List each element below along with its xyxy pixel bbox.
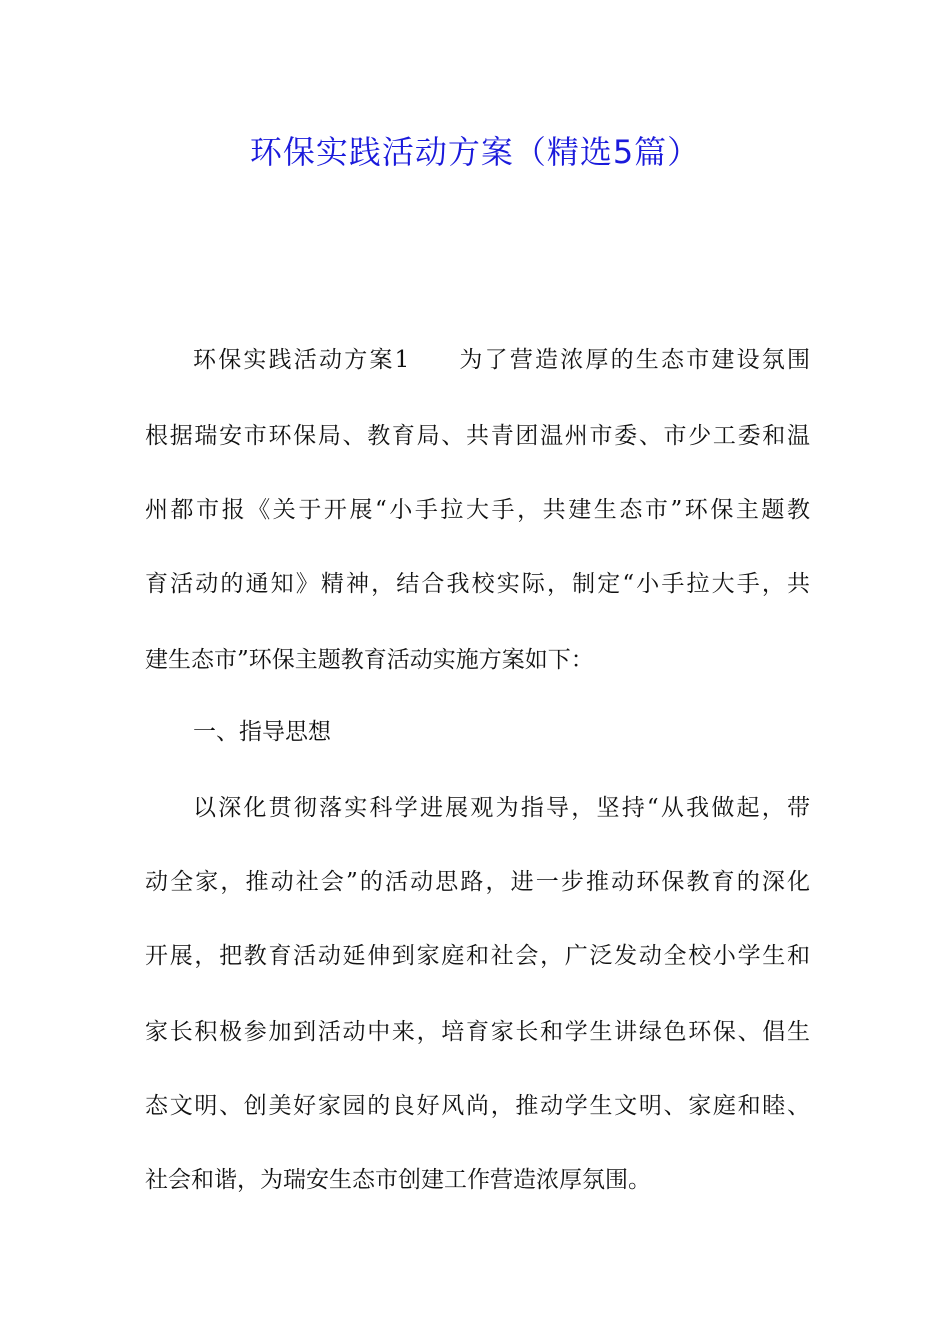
section-heading-1: 环保实践活动方案1	[193, 347, 410, 373]
paragraph-line: 动全家，推动社会”的活动思路，进一步推动环保教育的深化	[145, 869, 810, 895]
paragraph-line: 根据瑞安市环保局、教育局、共青团温州市委、市少工委和温	[145, 423, 810, 449]
paragraph-line: 开展，把教育活动延伸到家庭和社会，广泛发动全校小学生和	[145, 943, 810, 969]
paragraph-line	[193, 340, 810, 380]
section-heading: 一、指导思想	[193, 719, 331, 745]
paragraph-line: 家长积极参加到活动中来，培育家长和学生讲绿色环保、倡生	[145, 1019, 810, 1045]
paragraph-text: 为了营造浓厚的生态市建设氛围	[457, 347, 810, 373]
document-title: 环保实践活动方案（精选5篇）	[249, 133, 701, 171]
paragraph-line: 育活动的通知》精神，结合我校实际，制定“小手拉大手，共	[145, 571, 810, 597]
paragraph-line: 社会和谐，为瑞安生态市创建工作营造浓厚氛围。	[145, 1167, 651, 1193]
paragraph-line: 态文明、创美好家园的良好风尚，推动学生文明、家庭和睦、	[145, 1093, 810, 1119]
paragraph-line: 建生态市”环保主题教育活动实施方案如下：	[145, 647, 594, 673]
paragraph-line: 州都市报《关于开展“小手拉大手，共建生态市”环保主题教	[145, 497, 810, 523]
paragraph-line: 以深化贯彻落实科学进展观为指导，坚持“从我做起，带	[193, 795, 810, 821]
